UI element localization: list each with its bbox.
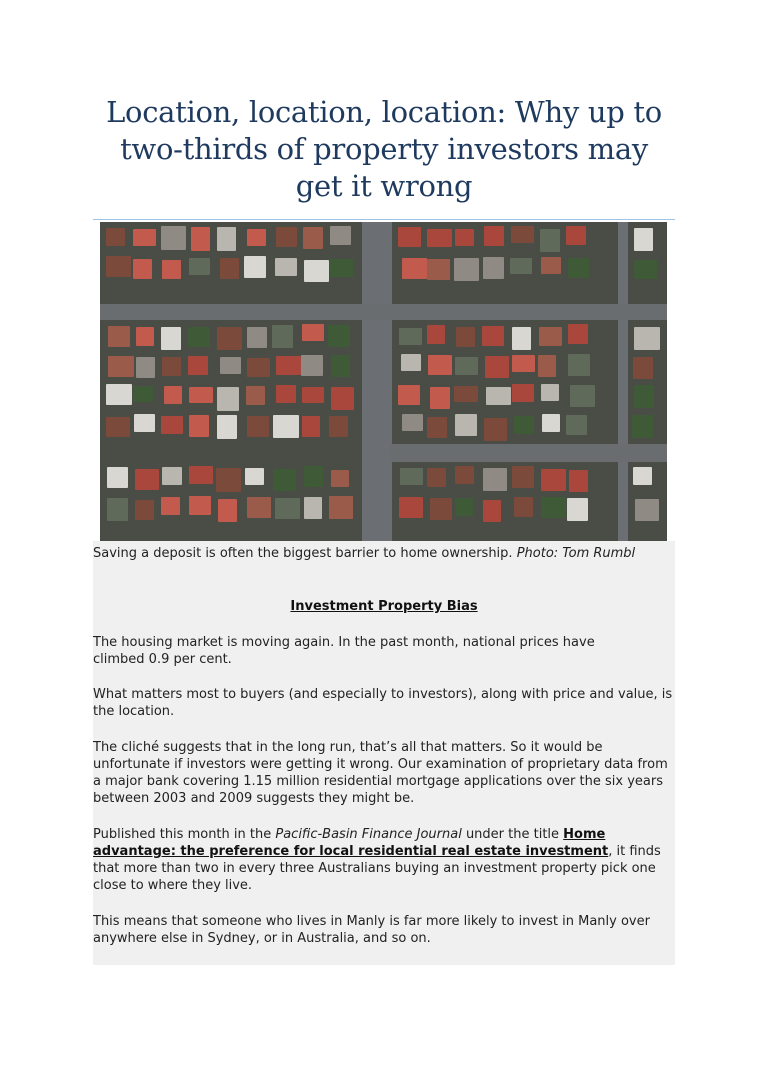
house-roof: [245, 468, 264, 485]
house-roof: [455, 414, 477, 436]
house-roof: [188, 356, 208, 375]
house-roof: [275, 498, 300, 520]
house-roof: [483, 468, 506, 491]
house-roof: [570, 385, 595, 406]
road: [618, 222, 628, 541]
text: under the title: [461, 827, 564, 842]
house-roof: [218, 499, 237, 522]
house-roof: [398, 227, 421, 247]
house-roof: [427, 229, 452, 247]
house-roof: [304, 466, 323, 487]
house-roof: [136, 327, 154, 346]
house-roof: [134, 414, 155, 431]
house-roof: [566, 226, 585, 244]
house-roof: [399, 328, 422, 345]
house-roof: [514, 416, 534, 434]
house-roof: [161, 416, 183, 435]
house-roof: [634, 327, 660, 350]
house-roof: [106, 256, 131, 277]
house-roof: [512, 384, 534, 402]
house-roof: [304, 260, 329, 282]
photo-credit: Photo: Tom Rumbl: [516, 546, 636, 561]
house-roof: [161, 497, 180, 515]
house-roof: [566, 415, 587, 435]
house-roof: [217, 387, 240, 411]
house-roof: [272, 325, 293, 348]
house-roof: [217, 227, 236, 250]
house-roof: [540, 229, 561, 252]
house-roof: [162, 467, 183, 485]
house-roof: [247, 416, 269, 437]
house-roof: [244, 256, 265, 277]
house-roof: [428, 355, 453, 375]
house-roof: [483, 500, 502, 523]
paragraph: What matters most to buyers (and especially to investors), along with price and value, is the location.: [93, 687, 673, 719]
house-roof: [329, 496, 354, 518]
house-roof: [273, 469, 296, 491]
house-roof: [484, 226, 504, 246]
house-roof: [135, 500, 154, 520]
house-roof: [247, 497, 271, 519]
paper-link[interactable]: Home advantage: the preference for local residential real estate investment: [93, 827, 609, 859]
house-roof: [161, 226, 187, 250]
house-roof: [634, 228, 653, 251]
house-roof: [217, 327, 242, 351]
house-roof: [301, 355, 323, 376]
house-roof: [454, 258, 479, 281]
house-roof: [569, 470, 588, 492]
house-roof: [329, 416, 348, 437]
house-roof: [136, 357, 155, 378]
house-roof: [247, 327, 267, 348]
house-roof: [511, 226, 534, 243]
house-roof: [189, 415, 209, 437]
house-roof: [107, 498, 127, 520]
house-roof: [247, 229, 266, 247]
house-roof: [302, 416, 320, 437]
aerial-suburb-photo: [100, 222, 667, 541]
house-roof: [106, 228, 125, 246]
house-roof: [482, 326, 504, 346]
house-roof: [402, 414, 423, 431]
house-roof: [455, 229, 474, 245]
text: Published this month in the: [93, 827, 276, 842]
house-roof: [276, 356, 301, 376]
house-roof: [539, 327, 562, 346]
title-divider: [93, 219, 675, 220]
article-title: Location, location, location: Why up to two-thirds of property investors may get it wrong: [106, 95, 662, 203]
house-roof: [541, 257, 562, 274]
house-roof: [455, 357, 479, 375]
house-roof: [510, 258, 531, 274]
house-roof: [189, 258, 210, 275]
house-roof: [217, 415, 236, 438]
house-roof: [634, 260, 657, 280]
house-roof: [331, 387, 354, 410]
house-roof: [485, 356, 509, 378]
house-roof: [328, 325, 349, 346]
house-roof: [568, 354, 591, 376]
road: [390, 444, 667, 462]
house-roof: [456, 327, 475, 347]
house-roof: [106, 384, 132, 404]
photo-caption: [93, 545, 668, 562]
house-roof: [455, 498, 473, 516]
house-roof: [246, 386, 265, 405]
house-roof: [107, 467, 128, 489]
house-roof: [512, 327, 531, 349]
house-roof: [399, 497, 424, 518]
house-roof: [276, 385, 296, 403]
house-roof: [634, 385, 654, 408]
road: [362, 222, 392, 541]
house-roof: [402, 258, 427, 279]
paragraph: This means that someone who lives in Manly is far more likely to invest in Manly over anywhere else in Sydney, or in Australia, and so on.: [93, 914, 650, 946]
house-roof: [162, 357, 181, 376]
house-roof: [331, 355, 349, 378]
house-roof: [401, 354, 421, 371]
paragraph: The housing market is moving again. In the past month, national prices have climbed 0.9 per cent.: [93, 635, 595, 667]
house-roof: [220, 357, 241, 374]
house-roof: [398, 385, 420, 405]
house-roof: [430, 498, 452, 520]
house-roof: [302, 324, 324, 341]
house-roof: [303, 227, 323, 249]
house-roof: [302, 387, 324, 404]
house-roof: [486, 387, 511, 405]
house-roof: [633, 357, 653, 379]
house-roof: [247, 358, 270, 377]
house-roof: [635, 499, 659, 521]
house-roof: [541, 384, 559, 401]
house-roof: [427, 259, 451, 280]
house-roof: [512, 355, 535, 372]
house-roof: [427, 468, 446, 486]
house-roof: [189, 496, 212, 515]
house-roof: [106, 417, 130, 437]
text: , it finds that more than two in every three Australians buying an investment property pick one close to where they live.: [93, 844, 661, 893]
house-roof: [567, 498, 588, 521]
house-roof: [330, 259, 354, 277]
house-roof: [427, 325, 446, 344]
house-roof: [330, 226, 351, 245]
house-roof: [400, 468, 423, 485]
house-roof: [568, 258, 589, 278]
house-roof: [541, 469, 565, 491]
house-roof: [161, 327, 181, 350]
house-roof: [427, 417, 447, 438]
section-subheading: Investment Property Bias: [290, 599, 478, 614]
house-roof: [455, 466, 474, 483]
house-roof: [632, 415, 653, 438]
house-roof: [189, 466, 212, 483]
house-roof: [273, 415, 299, 438]
house-roof: [454, 386, 478, 403]
house-roof: [484, 418, 508, 441]
house-roof: [538, 355, 556, 377]
house-roof: [133, 386, 154, 402]
house-roof: [512, 466, 535, 487]
house-roof: [275, 258, 297, 276]
house-roof: [633, 467, 652, 485]
paragraph: [93, 826, 677, 894]
house-roof: [331, 470, 350, 488]
house-roof: [164, 386, 183, 403]
house-roof: [133, 259, 152, 279]
house-roof: [108, 326, 130, 348]
paragraph: The cliché suggests that in the long run, that’s all that matters. So it would be unfortunate if investors were getting it wrong. Our examination of proprietary data from a major bank covering 1.15 million residential mortgage applications over the six years between 2003 and 2009 suggests they might be.: [93, 740, 668, 806]
house-roof: [191, 227, 210, 251]
house-roof: [135, 469, 158, 490]
house-roof: [108, 356, 134, 377]
house-roof: [189, 387, 214, 403]
house-roof: [133, 229, 156, 246]
caption-text: Saving a deposit is often the biggest barrier to home ownership.: [93, 546, 517, 561]
house-roof: [541, 497, 566, 518]
road: [100, 304, 667, 320]
house-roof: [304, 497, 322, 519]
house-roof: [220, 258, 240, 279]
journal-name: Pacific-Basin Finance Journal: [275, 827, 462, 842]
house-roof: [216, 468, 241, 492]
house-roof: [276, 227, 298, 247]
house-roof: [430, 387, 451, 409]
house-roof: [483, 257, 503, 279]
house-roof: [162, 260, 182, 279]
house-roof: [514, 497, 533, 517]
house-roof: [542, 414, 560, 432]
house-roof: [568, 324, 588, 344]
house-roof: [188, 327, 210, 347]
